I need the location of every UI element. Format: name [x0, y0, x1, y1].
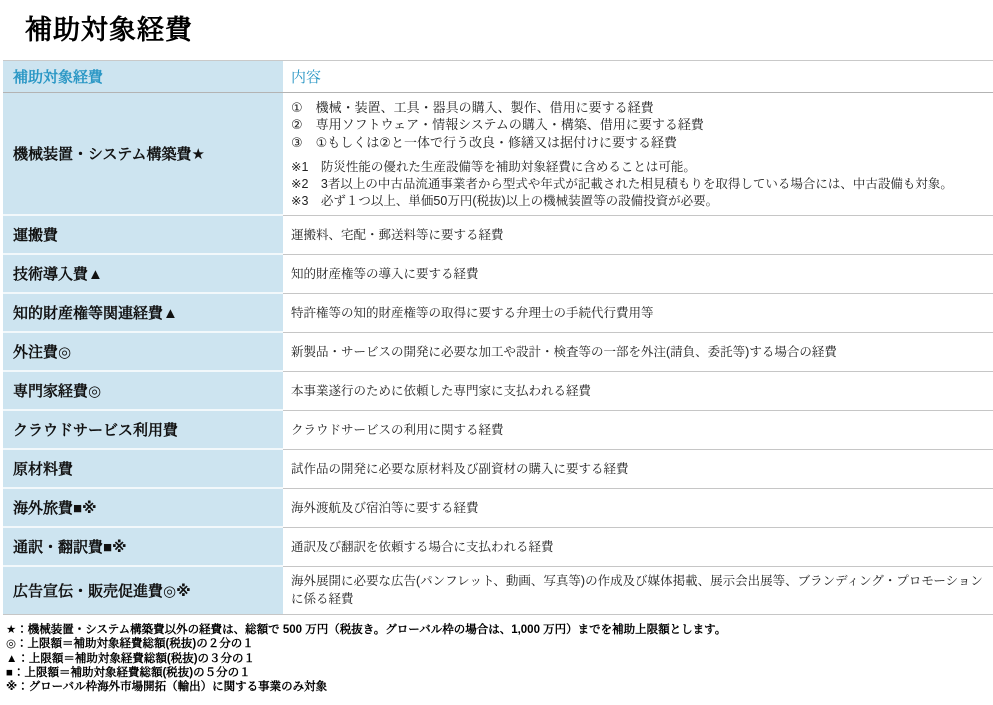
- content-line: ③ ①もしくは②と一体で行う改良・修繕又は据付けに要する経費: [291, 134, 677, 150]
- table-row: [3, 567, 993, 615]
- content-line: ② 専用ソフトウェア・情報システムの購入・構築、借用に要する経費: [291, 117, 704, 133]
- content-line: 本事業遂行のために依頼した専門家に支払われる経費: [291, 383, 592, 398]
- table-row: [3, 93, 993, 216]
- footnote-line: ◎：上限額＝補助対象経費総額(税抜)の２分の１: [6, 638, 254, 651]
- content-line: クラウドサービスの利用に関する経費: [291, 422, 504, 437]
- row-category-label: 運搬費: [3, 216, 283, 255]
- row-category-label: 機械装置・システム構築費★: [3, 93, 283, 216]
- footnote-line: ※：グローバル枠海外市場開拓（輸出）に関する事業のみ対象: [6, 680, 328, 693]
- table-row: [3, 294, 993, 333]
- footnote-line: ■：上限額＝補助対象経費総額(税抜)の５分の１: [6, 666, 251, 679]
- header-cell-category: 補助対象経費: [3, 60, 283, 93]
- content-line: ※3 必ず１つ以上、単価50万円(税抜)以上の機械装置等の設備投資が必要。: [291, 193, 719, 208]
- content-line: ※1 防災性能の優れた生産設備等を補助対象経費に含めることは可能。: [291, 160, 696, 175]
- footnote-line: ▲：上限額＝補助対象経費総額(税抜)の３分の１: [6, 652, 256, 665]
- row-category-label: クラウドサービス利用費: [3, 411, 283, 450]
- table-row: [3, 255, 993, 294]
- footnotes: [6, 623, 993, 693]
- table-row: [3, 528, 993, 567]
- row-content: [283, 528, 993, 567]
- content-line: ※2 3者以上の中古品流通事業者から型式や年式が記載された相見積もりを取得している場合には、中古設備も対象。: [291, 176, 953, 191]
- row-content: [283, 216, 993, 255]
- content-line: ① 機械・装置、工具・器具の購入、製作、借用に要する経費: [291, 100, 654, 115]
- row-content: [283, 294, 993, 333]
- page-title: 補助対象経費: [25, 15, 193, 45]
- content-line: 知的財産権等の導入に要する経費: [291, 266, 479, 281]
- expense-table-body: [3, 93, 993, 615]
- table-row: [3, 450, 993, 489]
- table-row: [3, 333, 993, 372]
- content-line: 試作品の開発に必要な原材料及び副資材の購入に要する経費: [291, 461, 629, 476]
- row-content: [283, 333, 993, 372]
- content-line: 運搬料、宅配・郵送料等に要する経費: [291, 227, 504, 242]
- row-category-label: 海外旅費■※: [3, 489, 283, 528]
- table-row: [3, 372, 993, 411]
- row-category-label: 広告宣伝・販売促進費◎※: [3, 567, 283, 615]
- content-line: 通訳及び翻訳を依頼する場合に支払われる経費: [291, 539, 554, 554]
- row-content: [283, 93, 993, 216]
- table-header-row: [3, 60, 993, 93]
- row-category-label: 技術導入費▲: [3, 255, 283, 294]
- row-category-label: 専門家経費◎: [3, 372, 283, 411]
- content-line: 海外展開に必要な広告(パンフレット、動画、写真等)の作成及び媒体掲載、展示会出展等、ブランディング・プロモーションに係る経費: [291, 574, 983, 606]
- row-category-label: 知的財産権等関連経費▲: [3, 294, 283, 333]
- row-content: [283, 450, 993, 489]
- footnote-line: ★：機械装置・システム構築費以外の経費は、総額で 500 万円（税抜き。グローバル枠の場合は、1,000 万円）までを補助上限額とします。: [6, 624, 727, 637]
- content-line: 海外渡航及び宿泊等に要する経費: [291, 500, 479, 515]
- header-cell-content: 内容: [283, 60, 993, 93]
- row-category-label: 外注費◎: [3, 333, 283, 372]
- row-category-label: 通訳・翻訳費■※: [3, 528, 283, 567]
- row-content: [283, 372, 993, 411]
- expense-table: [3, 60, 993, 615]
- table-row: [3, 411, 993, 450]
- content-line: 特許権等の知的財産権等の取得に要する弁理士の手続代行費用等: [291, 305, 654, 320]
- table-row: [3, 216, 993, 255]
- row-content: [283, 489, 993, 528]
- row-content: [283, 255, 993, 294]
- table-row: [3, 489, 993, 528]
- row-content: [283, 567, 993, 615]
- content-line: 新製品・サービスの開発に必要な加工や設計・検査等の一部を外注(請負、委託等)する場合の経費: [291, 344, 837, 359]
- row-category-label: 原材料費: [3, 450, 283, 489]
- row-content: [283, 411, 993, 450]
